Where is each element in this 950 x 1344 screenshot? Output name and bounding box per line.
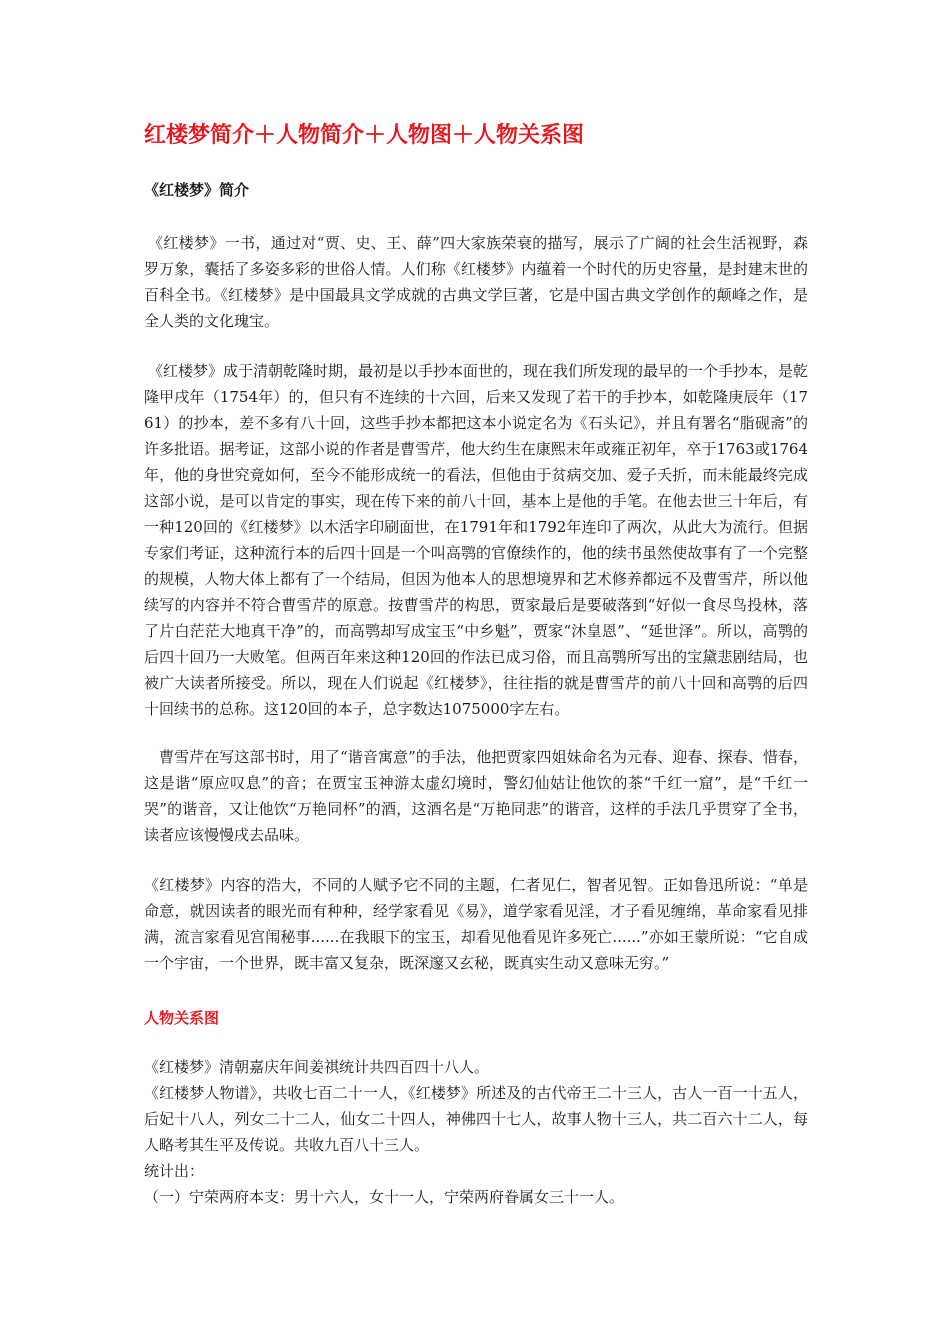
intro-paragraph-2: 《红楼梦》成于清朝乾隆时期，最初是以手抄本面世的，现在我们所发现的最早的一个手抄本，是乾隆甲戌年（1754年）的，但只有不连续的十六回，后来又发现了若干的手抄本，如乾隆庚辰年（1761）的抄本，差不多有八十回，这些手抄本都把这本小说定名为《石头记》，并且有署名“脂砚斋”的许多批语。据考证，这部小说的作者是曹雪芹，他大约生在康熙末年或雍正初年，卒于1763或1764年，他的身世究竟如何，至今不能形成统一的看法，但他由于贫病交加、爱子夭折，而未能最终完成这部小说，是可以肯定的事实，现在传下来的前八十回，基本上是他的手笔。在他去世三十年后，有一种120回的《红楼梦》以木活字印刷面世，在1791年和1792年连印了两次，从此大为流行。但据专家们考证，这种流行本的后四十回是一个叫高鹗的官僚续作的，他的续书虽然使故事有了一个完整的规模，人物大体上都有了一个结局，但因为他本人的思想境界和艺术修养都远不及曹雪芹，所以他续写的内容并不符合曹雪芹的原意。按曹雪芹的构思，贾家最后是要破落到“好似一食尽鸟投林，落了片白茫茫大地真干净”的，而高鹗却写成宝玉“中乡魁”，贾家“沐皇恩”、“延世泽”。所以，高鹗的后四十回乃一大败笔。但两百年来这种120回的作法已成习俗，而且高鹗所写出的宝黛悲剧结局，也被广大读者所接受。所以，现在人们说起《红楼梦》，往往指的就是曹雪芹的前八十回和高鹗的后四十回续书的总称。这120回的本子，总字数达1075000字左右。: [144, 362, 809, 718]
intro-heading: 《红楼梦》简介: [144, 181, 250, 199]
document-title: 红楼梦简介＋人物简介＋人物图＋人物关系图: [144, 123, 585, 148]
stats-line: 《红楼梦人物谱》，共收七百二十一人，《红楼梦》所述及的古代帝王二十三人，古人一百一十五人，后妃十八人，列女二十二人，仙女二十四人，神佛四十七人，故事人物十三人，共二百六十二人，每人略考其生平及传说。共收九百八十三人。: [144, 1084, 808, 1154]
intro-paragraph-4: 《红楼梦》内容的浩大，不同的人赋予它不同的主题，仁者见仁，智者见智。正如鲁迅所说：“单是命意，就因读者的眼光而有种种，经学家看见《易》，道学家看见淫，才子看见缠绵，革命家看见排满，流言家看见宫闱秘事......在我眼下的宝玉，却看见他看见许多死亡......”亦如王蒙所说：“它自成一个宇宙，一个世界，既丰富又复杂，既深邃又玄秘，既真实生动又意味无穷。”: [144, 876, 808, 972]
intro-paragraph-3: 曹雪芹在写这部书时，用了“谐音寓意”的手法，他把贾家四姐妹命名为元春、迎春、探春、惜春，这是谐“原应叹息”的音；在贾宝玉神游太虚幻境时，警幻仙姑让他饮的茶“千红一窟”，是“千红一哭”的谐音，又让他饮“万艳同杯”的酒，这酒名是“万艳同悲”的谐音，这样的手法几乎贯穿了全书，读者应该慢慢戌去品味。: [144, 748, 808, 844]
intro-paragraph-1: 《红楼梦》一书，通过对“贾、史、王、薛”四大家族荣衰的描写，展示了广阔的社会生活视野，森罗万象，囊括了多姿多彩的世俗人情。人们称《红楼梦》内蕴着一个时代的历史容量，是封建末世的百科全书。《红楼梦》是中国最具文学成就的古典文学巨著，它是中国古典文学创作的颠峰之作，是全人类的文化瑰宝。: [144, 234, 808, 330]
relations-heading: 人物关系图: [144, 1009, 220, 1027]
stats-line: 统计出：: [144, 1162, 205, 1180]
stats-line: 《红楼梦》清朝嘉庆年间姜祺统计共四百四十八人。: [144, 1058, 490, 1076]
character-stats: [144, 1054, 808, 1210]
document-body: [144, 118, 808, 1210]
stats-line: （一）宁荣两府本支：男十六人，女十一人，宁荣两府眷属女三十一人。: [144, 1188, 625, 1206]
